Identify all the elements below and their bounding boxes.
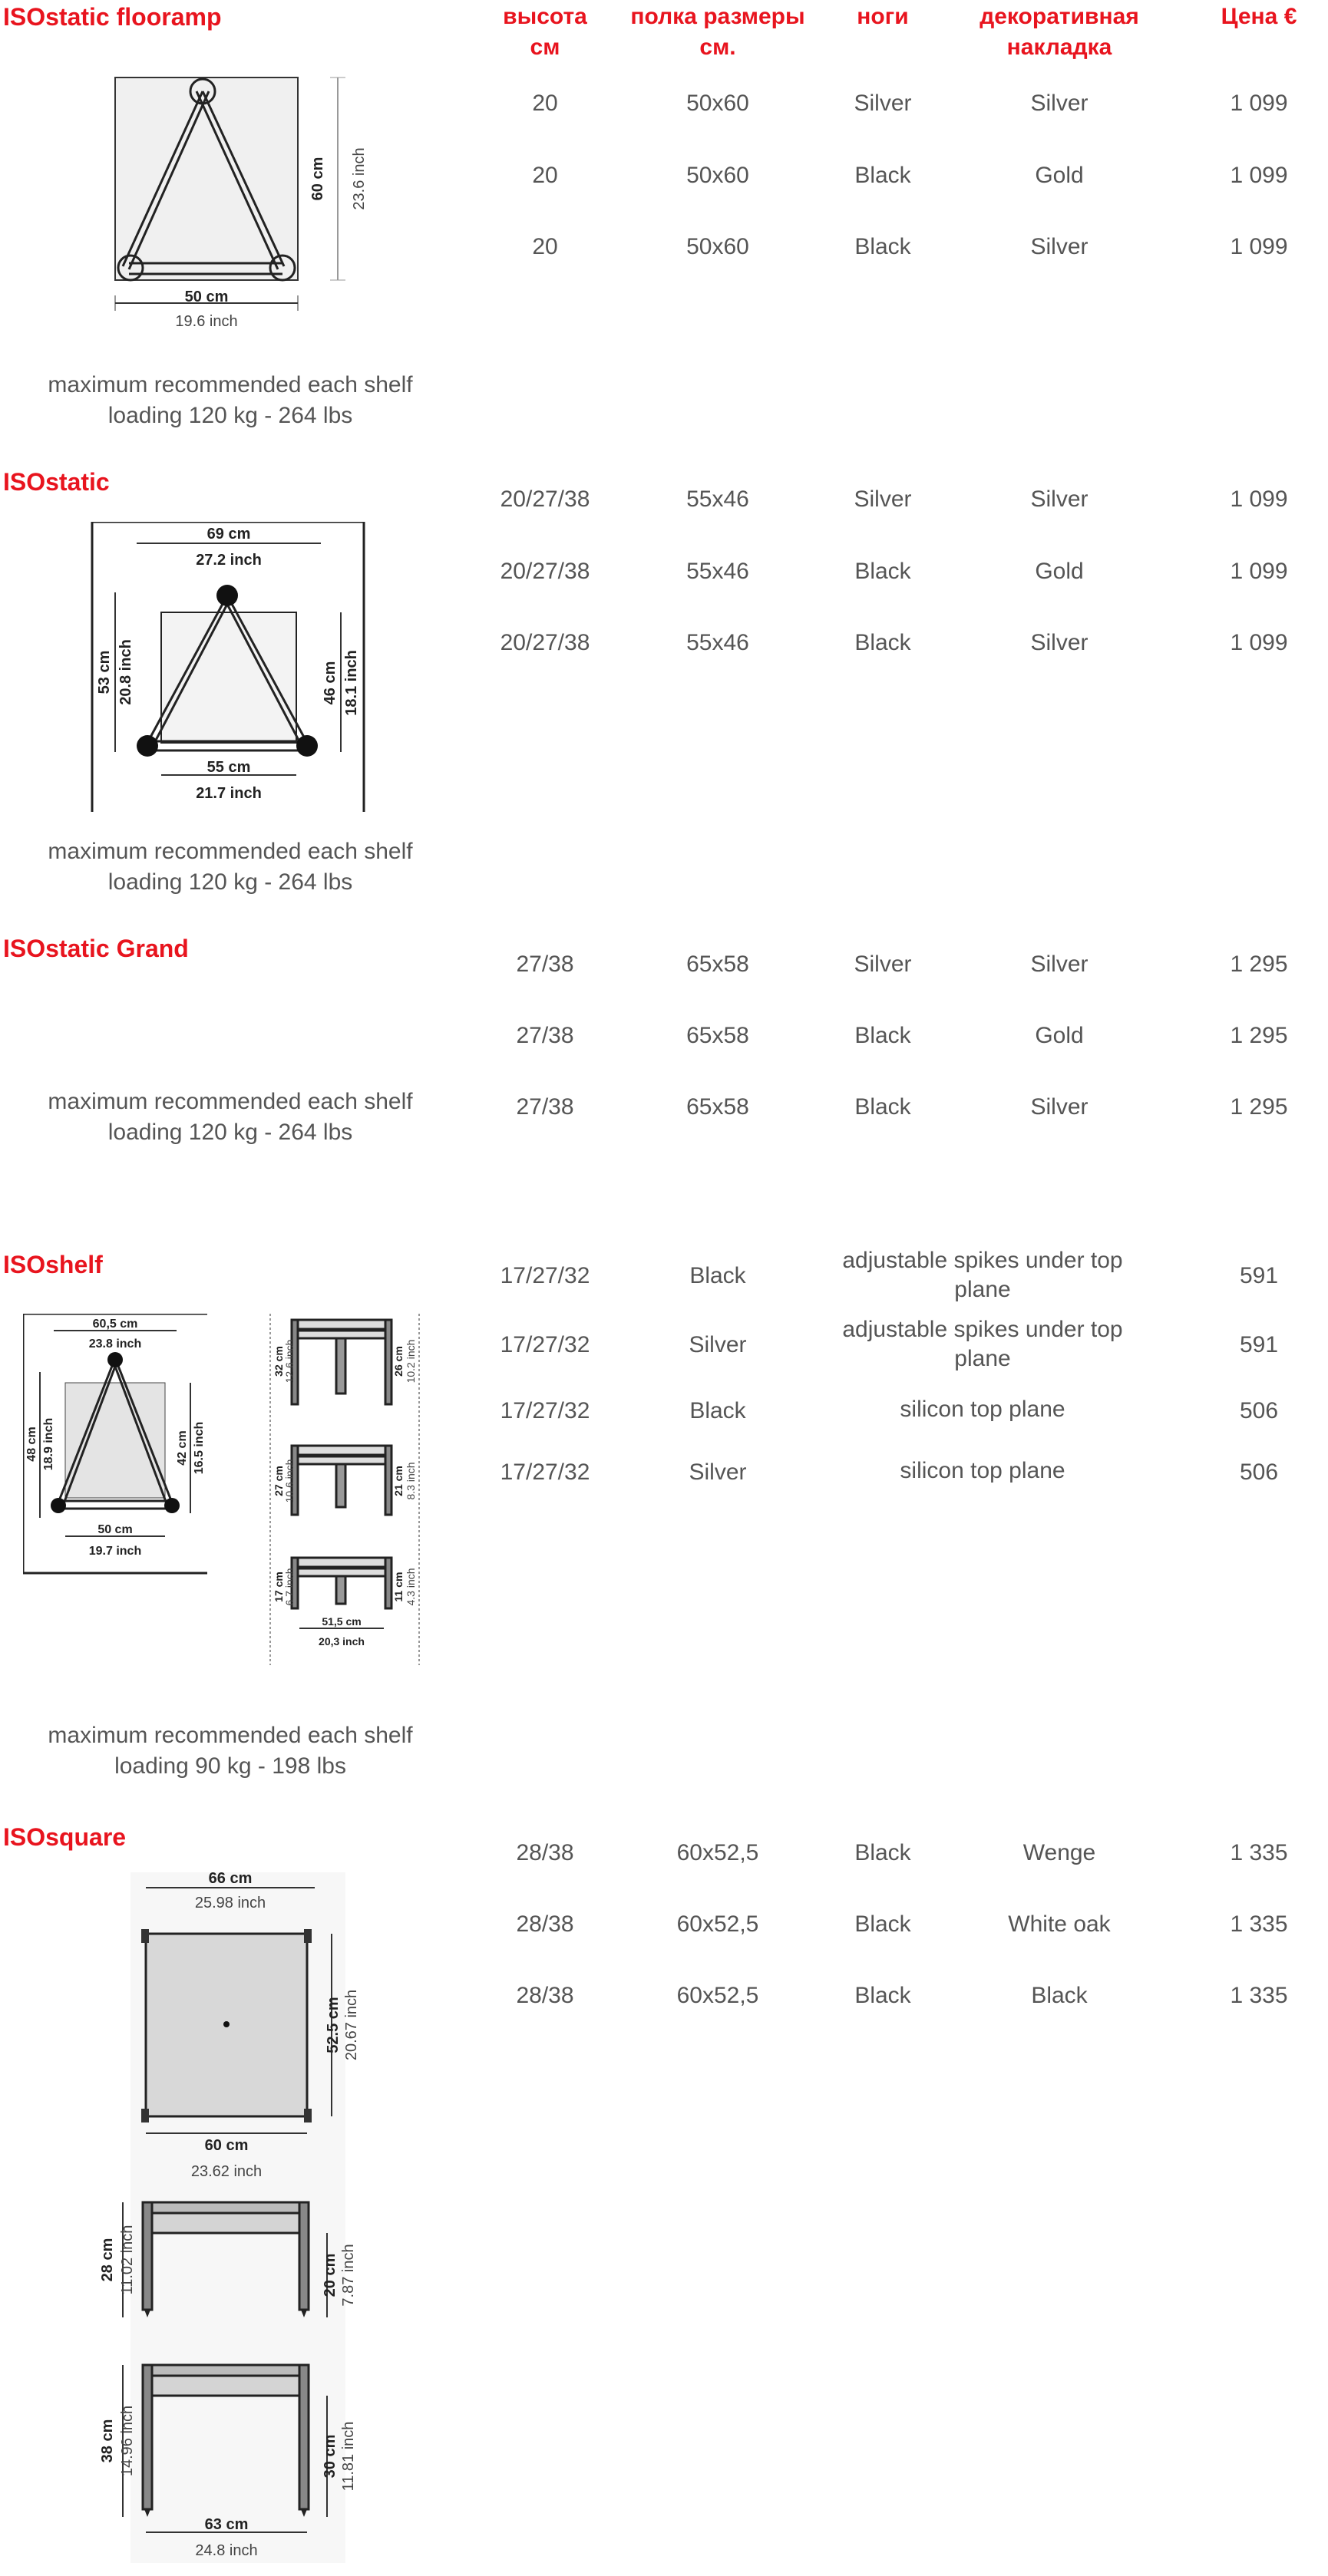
dim-s3r-inch: 4.3 inch <box>405 1568 417 1606</box>
cell-legs: Black <box>689 1398 746 1423</box>
cell-trim: adjustable spikes under top plane <box>842 1317 1123 1371</box>
cell-height: 28/38 <box>516 1840 574 1865</box>
cell-trim: Silver <box>1030 487 1088 512</box>
cell-height: 27/38 <box>516 952 574 977</box>
dim-sb-inch: 20,3 inch <box>319 1635 365 1648</box>
cell-trim: Black <box>1031 1983 1088 2008</box>
col-header-height: высота см <box>503 4 587 60</box>
cell-price: 591 <box>1239 1332 1279 1357</box>
cell-legs: Black <box>854 1094 911 1120</box>
dim-b-bottom-inch: 24.8 inch <box>195 2542 258 2559</box>
cell-trim: silicon top plane <box>900 1397 1065 1422</box>
cell-legs: Black <box>854 559 911 584</box>
isoshelf-top-drawing <box>23 1314 207 1575</box>
cell-price: 1 099 <box>1230 559 1288 584</box>
dim-a-right: 20 cm <box>322 2253 339 2297</box>
cell-height: 17/27/32 <box>500 1263 590 1288</box>
cell-shelf: 55x46 <box>686 630 749 655</box>
cell-price: 1 099 <box>1230 163 1288 188</box>
cell-legs: Black <box>689 1263 746 1288</box>
cell-price: 1 335 <box>1230 1911 1288 1937</box>
product-title: ISOstatic <box>3 468 110 496</box>
dim-width: 50 cm <box>184 289 229 305</box>
dim-bottom-inch: 21.7 inch <box>196 785 262 802</box>
cell-shelf: 55x46 <box>686 559 749 584</box>
dim-top: 66 cm <box>208 1870 253 1887</box>
isostatic-drawing <box>91 522 367 813</box>
cell-legs: Black <box>854 1840 911 1865</box>
isoshelf-side-drawing <box>269 1314 430 1667</box>
cell-shelf: 60x52,5 <box>676 1983 759 2008</box>
cell-trim: Gold <box>1035 163 1084 188</box>
cell-height: 27/38 <box>516 1094 574 1120</box>
isosquare-drawing <box>84 1865 376 2571</box>
dim-top-inch: 23.8 inch <box>88 1337 142 1351</box>
cell-height: 20/27/38 <box>500 487 590 512</box>
cell-height: 20/27/38 <box>500 630 590 655</box>
cell-legs: Black <box>854 1983 911 2008</box>
dim-a-left-inch: 11.02 inch <box>119 2225 136 2295</box>
dim-width-inch: 19.6 inch <box>175 313 238 330</box>
dim-a-right-inch: 7.87 inch <box>340 2244 357 2307</box>
cell-height: 28/38 <box>516 1911 574 1937</box>
cell-trim: Silver <box>1030 91 1088 116</box>
cell-height: 17/27/32 <box>500 1332 590 1357</box>
cell-height: 20 <box>532 91 558 116</box>
cell-height: 27/38 <box>516 1023 574 1048</box>
col-header-shelf: полка размеры см. <box>630 4 805 60</box>
dim-height: 60 cm <box>309 157 326 201</box>
cell-shelf: 65x58 <box>686 1094 749 1120</box>
dim-sb: 51,5 cm <box>322 1615 362 1628</box>
cell-legs: Black <box>854 630 911 655</box>
cell-legs: Black <box>854 1023 911 1048</box>
dim-b-left-inch: 14.96 inch <box>119 2405 136 2477</box>
dim-right-inch: 16.5 inch <box>193 1421 206 1475</box>
cell-legs: Black <box>854 234 911 259</box>
cell-shelf: 50x60 <box>686 91 749 116</box>
cell-legs: Black <box>854 1911 911 1937</box>
dim-s3r: 11 cm <box>392 1572 405 1602</box>
dim-right-inch: 20.67 inch <box>343 1989 360 2061</box>
dim-s3-inch: 6.7 inch <box>283 1568 296 1606</box>
col-header-legs: ноги <box>857 4 909 29</box>
dim-s2: 27 cm <box>273 1466 285 1496</box>
cell-price: 1 099 <box>1230 234 1288 259</box>
dim-left-inch: 20.8 inch <box>117 639 134 705</box>
dim-top-inch: 27.2 inch <box>196 552 262 569</box>
cell-legs: Silver <box>854 91 912 116</box>
cell-price: 1 099 <box>1230 91 1288 116</box>
dim-top-inch: 25.98 inch <box>194 1895 266 1911</box>
col-header-trim: декоративная накладка <box>979 4 1139 60</box>
cell-legs: Silver <box>854 487 912 512</box>
cell-trim: silicon top plane <box>900 1458 1065 1483</box>
cell-price: 1 099 <box>1230 630 1288 655</box>
cell-trim: White oak <box>1008 1911 1111 1937</box>
dim-left-inch: 18.9 inch <box>42 1417 55 1471</box>
col-header-price: Цена € <box>1221 4 1297 29</box>
cell-shelf: 65x58 <box>686 952 749 977</box>
dim-b-bottom: 63 cm <box>204 2516 249 2533</box>
dim-b-right-inch: 11.81 inch <box>340 2421 357 2492</box>
cell-shelf: 50x60 <box>686 234 749 259</box>
product-note: maximum recommended each shelf loading 120 kg - 264 lbs <box>48 839 413 895</box>
product-title: ISOshelf <box>3 1251 103 1278</box>
cell-shelf: 65x58 <box>686 1023 749 1048</box>
cell-legs: Silver <box>854 952 912 977</box>
dim-right-inch: 18.1 inch <box>343 650 360 716</box>
dim-s1r-inch: 10.2 inch <box>405 1339 417 1384</box>
cell-shelf: 50x60 <box>686 163 749 188</box>
dim-b-right: 30 cm <box>322 2434 339 2479</box>
dim-b-left: 38 cm <box>99 2419 116 2463</box>
dim-s1r: 26 cm <box>392 1346 405 1377</box>
dim-s1: 32 cm <box>273 1346 285 1377</box>
cell-height: 17/27/32 <box>500 1398 590 1423</box>
cell-trim: Gold <box>1035 1023 1084 1048</box>
dim-left: 48 cm <box>25 1427 38 1462</box>
cell-price: 1 099 <box>1230 487 1288 512</box>
cell-price: 1 295 <box>1230 952 1288 977</box>
product-title: ISOstatic Grand <box>3 935 189 962</box>
cell-price: 1 335 <box>1230 1840 1288 1865</box>
dim-bottom-inch: 23.62 inch <box>190 2163 263 2180</box>
dim-s2r-inch: 8.3 inch <box>405 1462 417 1500</box>
dim-right: 52.5 cm <box>325 1997 342 2053</box>
cell-price: 1 335 <box>1230 1983 1288 2008</box>
cell-price: 1 295 <box>1230 1094 1288 1120</box>
dim-s2r: 21 cm <box>392 1466 405 1496</box>
product-title: ISOstatic flooramp <box>3 3 222 31</box>
dim-right: 42 cm <box>176 1430 189 1466</box>
cell-price: 591 <box>1239 1263 1279 1288</box>
dim-right: 46 cm <box>322 661 339 705</box>
dim-left: 53 cm <box>96 650 113 694</box>
cell-trim: adjustable spikes under top plane <box>842 1248 1123 1302</box>
dim-s2-inch: 10.6 inch <box>283 1459 296 1503</box>
cell-height: 20 <box>532 234 558 259</box>
cell-trim: Wenge <box>1022 1840 1096 1865</box>
product-title: ISOsquare <box>3 1823 127 1851</box>
dim-height-inch: 23.6 inch <box>351 147 368 210</box>
cell-trim: Gold <box>1035 559 1084 584</box>
product-note: maximum recommended each shelf loading 120 kg - 264 lbs <box>48 372 413 428</box>
product-note: maximum recommended each shelf loading 90 kg - 198 lbs <box>48 1723 413 1779</box>
dim-s3: 17 cm <box>273 1572 285 1602</box>
dim-bottom-inch: 19.7 inch <box>88 1545 142 1558</box>
cell-price: 506 <box>1239 1398 1279 1423</box>
cell-height: 20 <box>532 163 558 188</box>
dim-bottom: 50 cm <box>97 1523 133 1536</box>
cell-legs: Black <box>854 163 911 188</box>
cell-trim: Silver <box>1030 630 1088 655</box>
cell-shelf: 60x52,5 <box>676 1840 759 1865</box>
dim-top: 69 cm <box>206 526 251 543</box>
cell-trim: Silver <box>1030 1094 1088 1120</box>
dim-top: 60,5 cm <box>92 1318 138 1331</box>
cell-shelf: 60x52,5 <box>676 1911 759 1937</box>
cell-legs: Silver <box>689 1332 747 1357</box>
cell-height: 17/27/32 <box>500 1460 590 1485</box>
cell-trim: Silver <box>1030 234 1088 259</box>
dim-a-left: 28 cm <box>99 2238 116 2282</box>
dim-bottom: 60 cm <box>204 2137 249 2154</box>
cell-shelf: 55x46 <box>686 487 749 512</box>
cell-height: 28/38 <box>516 1983 574 2008</box>
product-note: maximum recommended each shelf loading 120 kg - 264 lbs <box>48 1089 413 1145</box>
cell-price: 1 295 <box>1230 1023 1288 1048</box>
cell-trim: Silver <box>1030 952 1088 977</box>
dim-bottom: 55 cm <box>206 759 251 776</box>
dim-s1-inch: 12.6 inch <box>283 1339 296 1384</box>
cell-price: 506 <box>1239 1460 1279 1485</box>
cell-height: 20/27/38 <box>500 559 590 584</box>
flooramp-drawing <box>100 73 376 334</box>
cell-legs: Silver <box>689 1460 747 1485</box>
